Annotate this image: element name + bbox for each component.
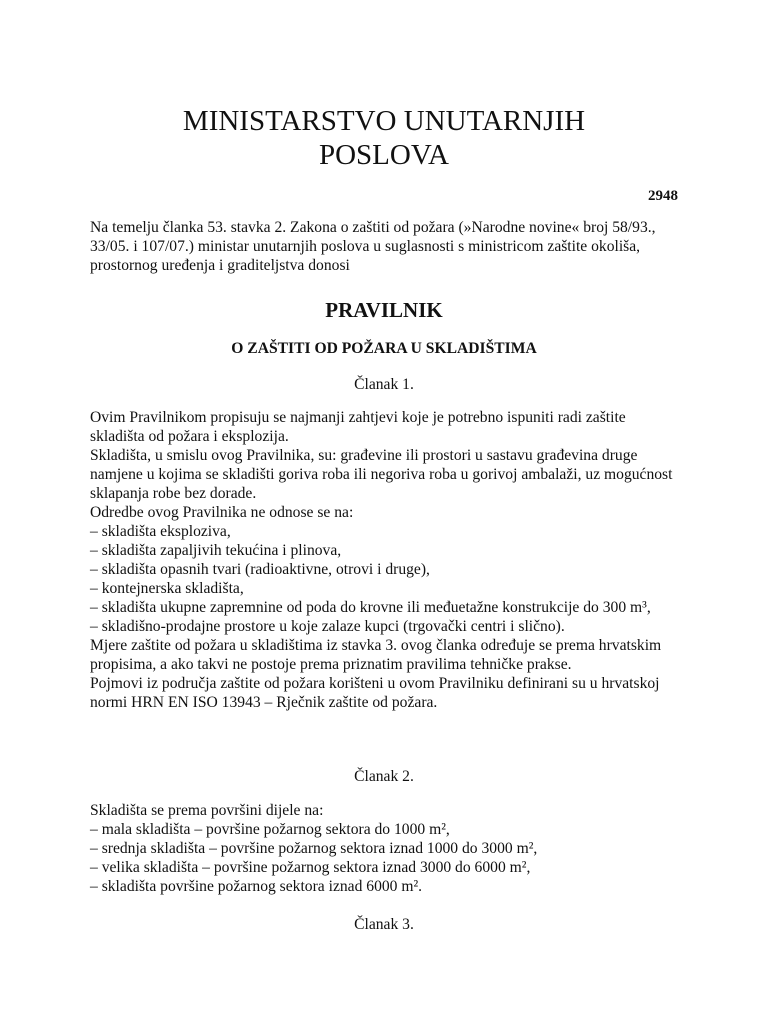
article-3-title: Članak 3.	[354, 916, 414, 933]
document-heading: PRAVILNIK	[325, 298, 443, 322]
article-2-list-item: – mala skladišta – površine požarnog sektora do 1000 m²,	[90, 821, 450, 838]
article-1-title: Članak 1.	[354, 376, 414, 393]
intro-paragraph: Na temelju članka 53. stavka 2. Zakona o zaštiti od požara (»Narodne novine« broj 58/93., 33/05. i 107/07.) ministar unutarnjih poslova u suglasnosti s ministricom zaštite okoliša, prostornog uređenja i graditeljstva donosi	[90, 219, 656, 274]
article-1-list-item: – skladišta opasnih tvari (radioaktivne, otrovi i druge),	[90, 561, 430, 578]
article-1-list-item: – kontejnerska skladišta,	[90, 580, 244, 597]
document-subheading: O ZAŠTITI OD POŽARA U SKLADIŠTIMA	[231, 340, 537, 357]
article-1-list-item: – skladišta ukupne zapremnine od poda do krovne ili međuetažne konstrukcije do 300 m³,	[90, 599, 651, 616]
article-1-line: Ovim Pravilnikom propisuju se najmanji zahtjevi koje je potrebno ispuniti radi zaštite skladišta od požara i eksplozija.	[90, 409, 626, 445]
ministry-title	[90, 104, 678, 172]
article-2-list-item: – velika skladišta – površine požarnog sektora iznad 3000 do 6000 m²,	[90, 859, 531, 876]
article-2-title: Članak 2.	[354, 768, 414, 785]
article-2-line: Skladišta se prema površini dijele na:	[90, 802, 324, 819]
article-1-line: Skladišta, u smislu ovog Pravilnika, su: građevine ili prostori u sastavu građevina druge namjene u kojima se skladišti goriva roba ili negoriva roba u gorivoj ambalaži, uz mogućnost sklapanja robe bez dorade.	[90, 447, 673, 502]
article-1-line: Mjere zaštite od požara u skladištima iz stavka 3. ovog članka određuje se prema hrvatskim propisima, a ako takvi ne postoje prema priznatim pravilima tehničke prakse.	[90, 637, 662, 673]
ministry-title-line2: POSLOVA	[318, 139, 449, 171]
document-number: 2948	[648, 188, 678, 204]
article-2-list-item: – skladišta površine požarnog sektora iznad 6000 m².	[90, 878, 423, 895]
article-1-line: Odredbe ovog Pravilnika ne odnose se na:	[90, 504, 354, 521]
article-2-list-item: – srednja skladišta – površine požarnog sektora iznad 1000 do 3000 m²,	[90, 840, 538, 857]
article-1-body	[90, 408, 680, 712]
article-1-line: Pojmovi iz područja zaštite od požara korišteni u ovom Pravilniku definirani su u hrvatskoj normi HRN EN ISO 13943 – Rječnik zaštite od požara.	[90, 675, 660, 711]
article-2-body	[90, 801, 680, 896]
article-1-list-item: – skladišta zapaljivih tekućina i plinova,	[90, 542, 342, 559]
article-1-list-item: – skladišno-prodajne prostore u koje zalaze kupci (trgovački centri i slično).	[90, 618, 565, 635]
article-1-list-item: – skladišta eksploziva,	[90, 523, 231, 540]
ministry-title-line1: MINISTARSTVO UNUTARNJIH	[182, 105, 586, 137]
